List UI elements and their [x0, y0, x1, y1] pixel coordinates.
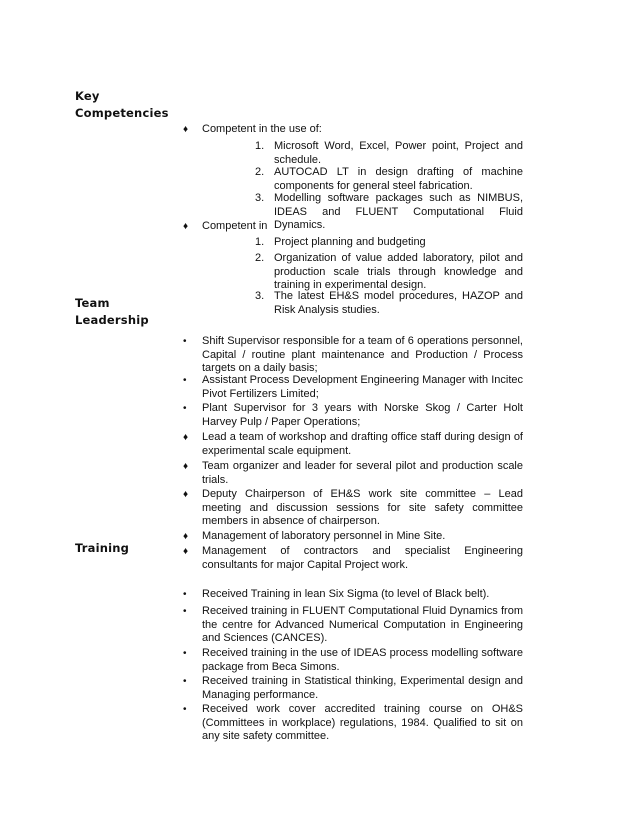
- sub-list-item: Modelling software packages such as NIMBUS, IDEAS and FLUENT Computational Fluid Dynamics.: [274, 192, 523, 232]
- diamond-bullet-icon: ♦: [183, 531, 189, 542]
- list-number: 3.: [255, 192, 265, 204]
- list-item: Received work cover accredited training course on OH&S (Committees in workplace) regulations, 1984. Qualified to sit on any site safety committee.: [202, 703, 523, 743]
- dot-bullet-icon: •: [183, 589, 187, 600]
- diamond-bullet-icon: ♦: [183, 489, 189, 500]
- dot-bullet-icon: •: [183, 648, 187, 659]
- diamond-bullet-icon: ♦: [183, 546, 189, 557]
- list-item: Management of laboratory personnel in Mine Site.: [202, 530, 446, 542]
- dot-bullet-icon: •: [183, 336, 187, 347]
- list-number: 2.: [255, 252, 265, 264]
- sub-list-item: AUTOCAD LT in design drafting of machine components for general steel fabrication.: [274, 166, 523, 192]
- heading-line: Leadership: [75, 313, 149, 327]
- list-item: Assistant Process Development Engineering Manager with Incitec Pivot Fertilizers Limited;: [202, 374, 523, 400]
- sub-list-item: Organization of value added laboratory, pilot and production scale trials through knowledge and training in experimental design.: [274, 252, 523, 292]
- sub-list-item: Microsoft Word, Excel, Power point, Project and schedule.: [274, 140, 523, 166]
- list-item: Competent in: [202, 220, 268, 232]
- list-item: Shift Supervisor responsible for a team of 6 operations personnel, Capital / routine plant maintenance and Production / Process targets on a daily basis;: [202, 335, 523, 375]
- list-item: Plant Supervisor for 3 years with Norske Skog / Carter Holt Harvey Pulp / Paper Operations;: [202, 402, 523, 428]
- diamond-bullet-icon: ♦: [183, 432, 189, 443]
- list-number: 1.: [255, 140, 265, 152]
- list-item: Competent in the use of:: [202, 123, 322, 135]
- dot-bullet-icon: •: [183, 676, 187, 687]
- list-item: Management of contractors and specialist Engineering consultants for major Capital Project work.: [202, 545, 523, 571]
- list-item: Deputy Chairperson of EH&S work site committee – Lead meeting and discussion sessions for site safety committee members in absence of chairperson.: [202, 488, 523, 528]
- dot-bullet-icon: •: [183, 403, 187, 414]
- dot-bullet-icon: •: [183, 606, 187, 617]
- list-number: 2.: [255, 166, 265, 178]
- list-item: Team organizer and leader for several pilot and production scale trials.: [202, 460, 523, 486]
- dot-bullet-icon: •: [183, 375, 187, 386]
- list-item: Received training in FLUENT Computational Fluid Dynamics from the centre for Advanced Numerical Computation in Engineering and Sciences (CANCES).: [202, 605, 523, 645]
- diamond-bullet-icon: ♦: [183, 461, 189, 472]
- list-item: Lead a team of workshop and drafting office staff during design of experimental scale equipment.: [202, 431, 523, 457]
- sub-list-item: Project planning and budgeting: [274, 236, 426, 248]
- dot-bullet-icon: •: [183, 704, 187, 715]
- list-number: 3.: [255, 290, 265, 302]
- diamond-bullet-icon: ♦: [183, 124, 189, 135]
- list-item: Received Training in lean Six Sigma (to level of Black belt).: [202, 588, 490, 600]
- heading-line: Competencies: [75, 106, 169, 120]
- list-item: Received training in Statistical thinking, Experimental design and Managing performance.: [202, 675, 523, 701]
- sub-list-item: The latest EH&S model procedures, HAZOP and Risk Analysis studies.: [274, 290, 523, 316]
- heading-key-competencies: [75, 88, 169, 122]
- heading-line: Key: [75, 89, 100, 103]
- heading-line: Team: [75, 296, 110, 310]
- heading-training: Training: [75, 541, 130, 555]
- list-item: Received training in the use of IDEAS process modelling software package from Beca Simons.: [202, 647, 523, 673]
- list-number: 1.: [255, 236, 265, 248]
- heading-team-leadership: [75, 295, 149, 329]
- diamond-bullet-icon: ♦: [183, 221, 189, 232]
